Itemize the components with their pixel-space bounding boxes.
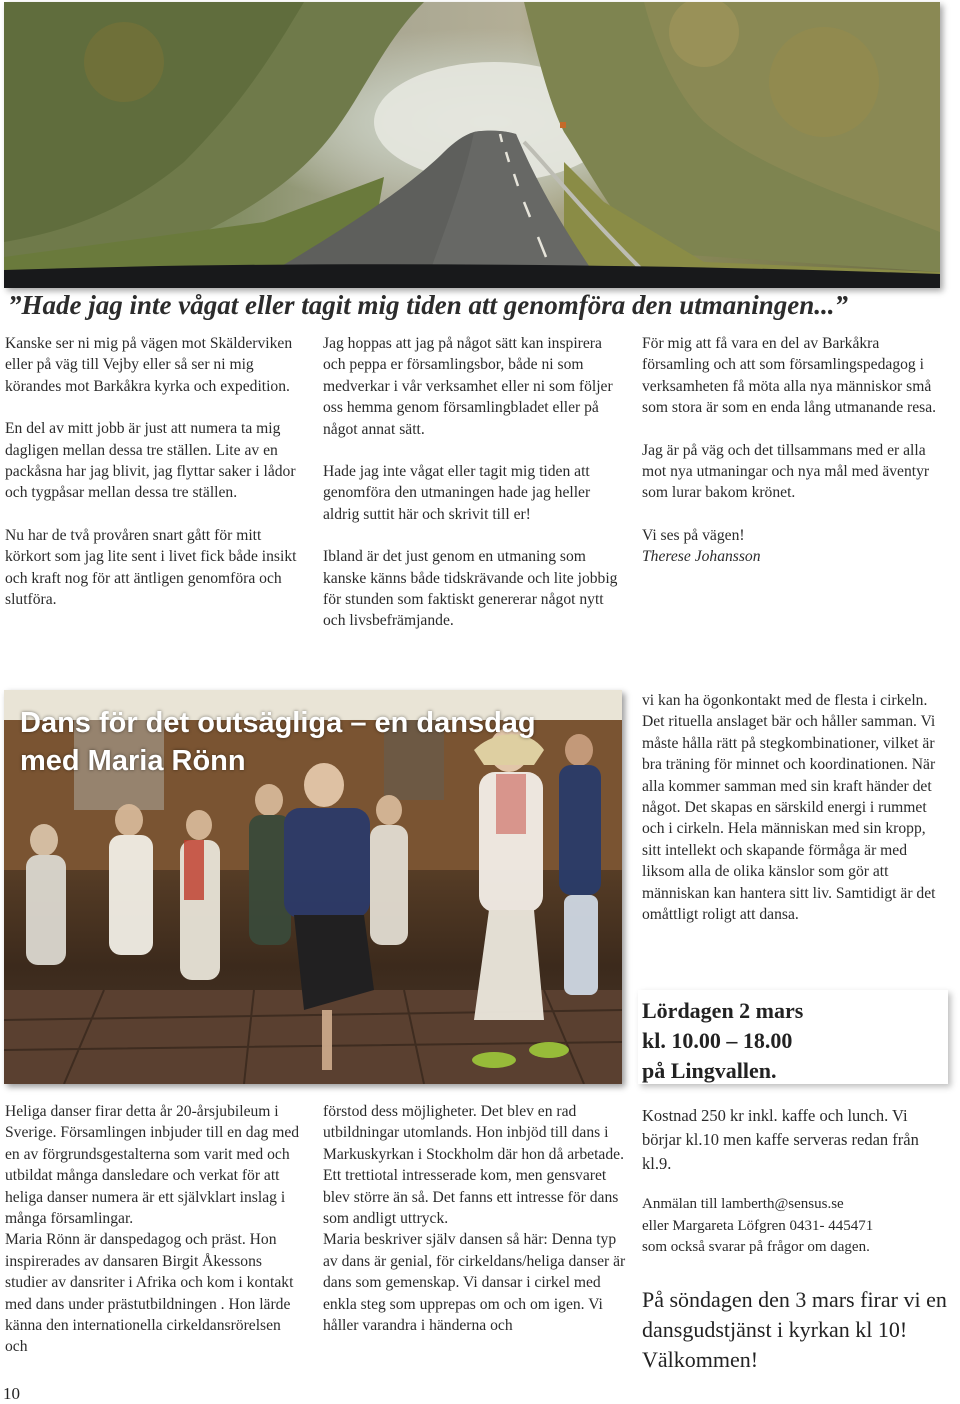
paragraph: Kanske ser ni mig på vägen mot Skälderviken eller på väg till Vejby eller så ser ni mig körandes mot Barkåkra kyrka och expedition. [5,335,293,395]
paragraph: Heliga danser firar detta år 20-årsjubileum i Sverige. Församlingen inbjuder till en dag med en av förgrundsgestalterna som varit med och utbildat många dansledare och verkat för att heliga danser numera är ett självklart inslag i många församlingar. [5,1103,300,1228]
dance-article-column-2 [323,1101,628,1336]
article-column-3 [642,333,942,568]
closing-line: Vi ses på vägen! [642,526,745,544]
paragraph: Maria Rönn är danspedagog och präst. Hon inspirerades av dansaren Birgit Åkessons studier av dansriter i Afrika och kom i kontakt med dans under prästutbildningen . Hon lärde känna den internationella cirkeldansrörelsen och [5,1231,294,1356]
paragraph: Jag hoppas att jag på något sätt kan inspirera och peppa er församlingsbor, både ni som medverkar i vår verksamhet eller ni som följer oss hemma genom församlingbladet eller på något annat sätt. [323,335,613,438]
event-location: på Lingvallen. [642,1058,777,1083]
signup-email: Anmälan till lamberth@sensus.se [642,1196,844,1212]
paragraph: För mig att få vara en del av Barkåkra församling och att som församlingspedagog i verksamheten få möta alla nya människor små som stora är som en enda lång utmanande resa. [642,335,937,417]
dance-article-column-1 [5,1101,305,1358]
signature: Therese Johansson [642,548,761,566]
paragraph: vi kan ha ögonkontakt med de flesta i cirkeln. Det rituella anslaget bär och håller samman. Vi måste hålla rätt på stegkombinationer, vilket är bra träning för minnet och koordinationen. När alla kommer samman med sin kraft händer det något. Det skapas en särskild energi i rummet och i cirkeln. Hela människan med sin kropp, sitt intellekt och skapande förmåga är med liksom alla de olika känslor som gör att människan kan hantera sitt liv. Samtidigt är det omåttligt roligt att dansa. [642,692,936,924]
event-time: kl. 10.00 – 18.00 [642,1028,793,1053]
event-box [638,990,948,1084]
sunday-announcement: På söndagen den 3 mars firar vi en dansgudstjänst i kyrkan kl 10! Välkommen! [642,1287,947,1372]
cost-info: Kostnad 250 kr inkl. kaffe och lunch. Vi börjar kl.10 men kaffe serveras redan från kl.9. [642,1106,919,1173]
page-number: 10 [3,1384,20,1403]
article-headline: ”Hade jag inte vågat eller tagit mig tiden att genomföra den utmaningen...” [8,290,849,320]
dance-article-column-3 [642,1104,947,1259]
paragraph: Ibland är det just genom en utmaning som kanske känns både tidskrävande och lite jobbig för stunden som faktiskt genererar något nytt och livsbefrämjande. [323,548,618,630]
signup-phone: eller Margareta Löfgren 0431- 445471 [642,1217,874,1234]
paragraph: Maria beskriver själv dansen så här: Denna typ av dans är genial, för cirkeldans/heliga danser är dans som gemenskap. Vi dansar i cirkel med enkla steg som upprepas om och om igen. Vi håller varandra i händerna och [323,1231,626,1335]
article-column-1 [5,333,305,631]
paragraph: Hade jag inte vågat eller tagit mig tiden att genomföra den utmaningen hade jag heller aldrig suttit här och skrivit till er! [323,463,591,523]
paragraph: Nu har de två provåren snart gått för mitt körkort som jag lite sent i livet fick både insikt och kraft nog för att äntligen genomföra och slutföra. [5,526,297,609]
paragraph: förstod dess möjligheter. Det blev en rad utbildningar utomlands. Hon inbjöd till dans i Markuskyrkan i Stockholm där hon då arbetade. Ett trettiotal intresserade kom, men gensvaret blev större än så. Det fanns ett intresse för dans som andligt uttryck. [323,1103,624,1228]
signup-note: som också svarar på frågor om dagen. [642,1239,870,1255]
paragraph: En del av mitt jobb är just att numera ta mig dagligen mellan dessa tre ställen. Lite av en packåsna har jag blivit, jag flyttar saker i lådor och tygpåsar mellan dessa tre ställen. [5,420,296,502]
article-column-2 [323,333,628,653]
event-date: Lördagen 2 mars [642,998,804,1023]
dance-article-right-column [642,690,942,925]
road-illustration [4,2,940,288]
dance-article-title: Dans för det outsägliga – en dansdag med Maria Rönn [20,707,536,777]
road-photo [4,2,940,288]
dance-photo [4,690,622,1084]
paragraph: Jag är på väg och det tillsammans med er alla mot nya utmaningar och nya mål med äventyr som lurar bakom krönet. [642,441,930,502]
